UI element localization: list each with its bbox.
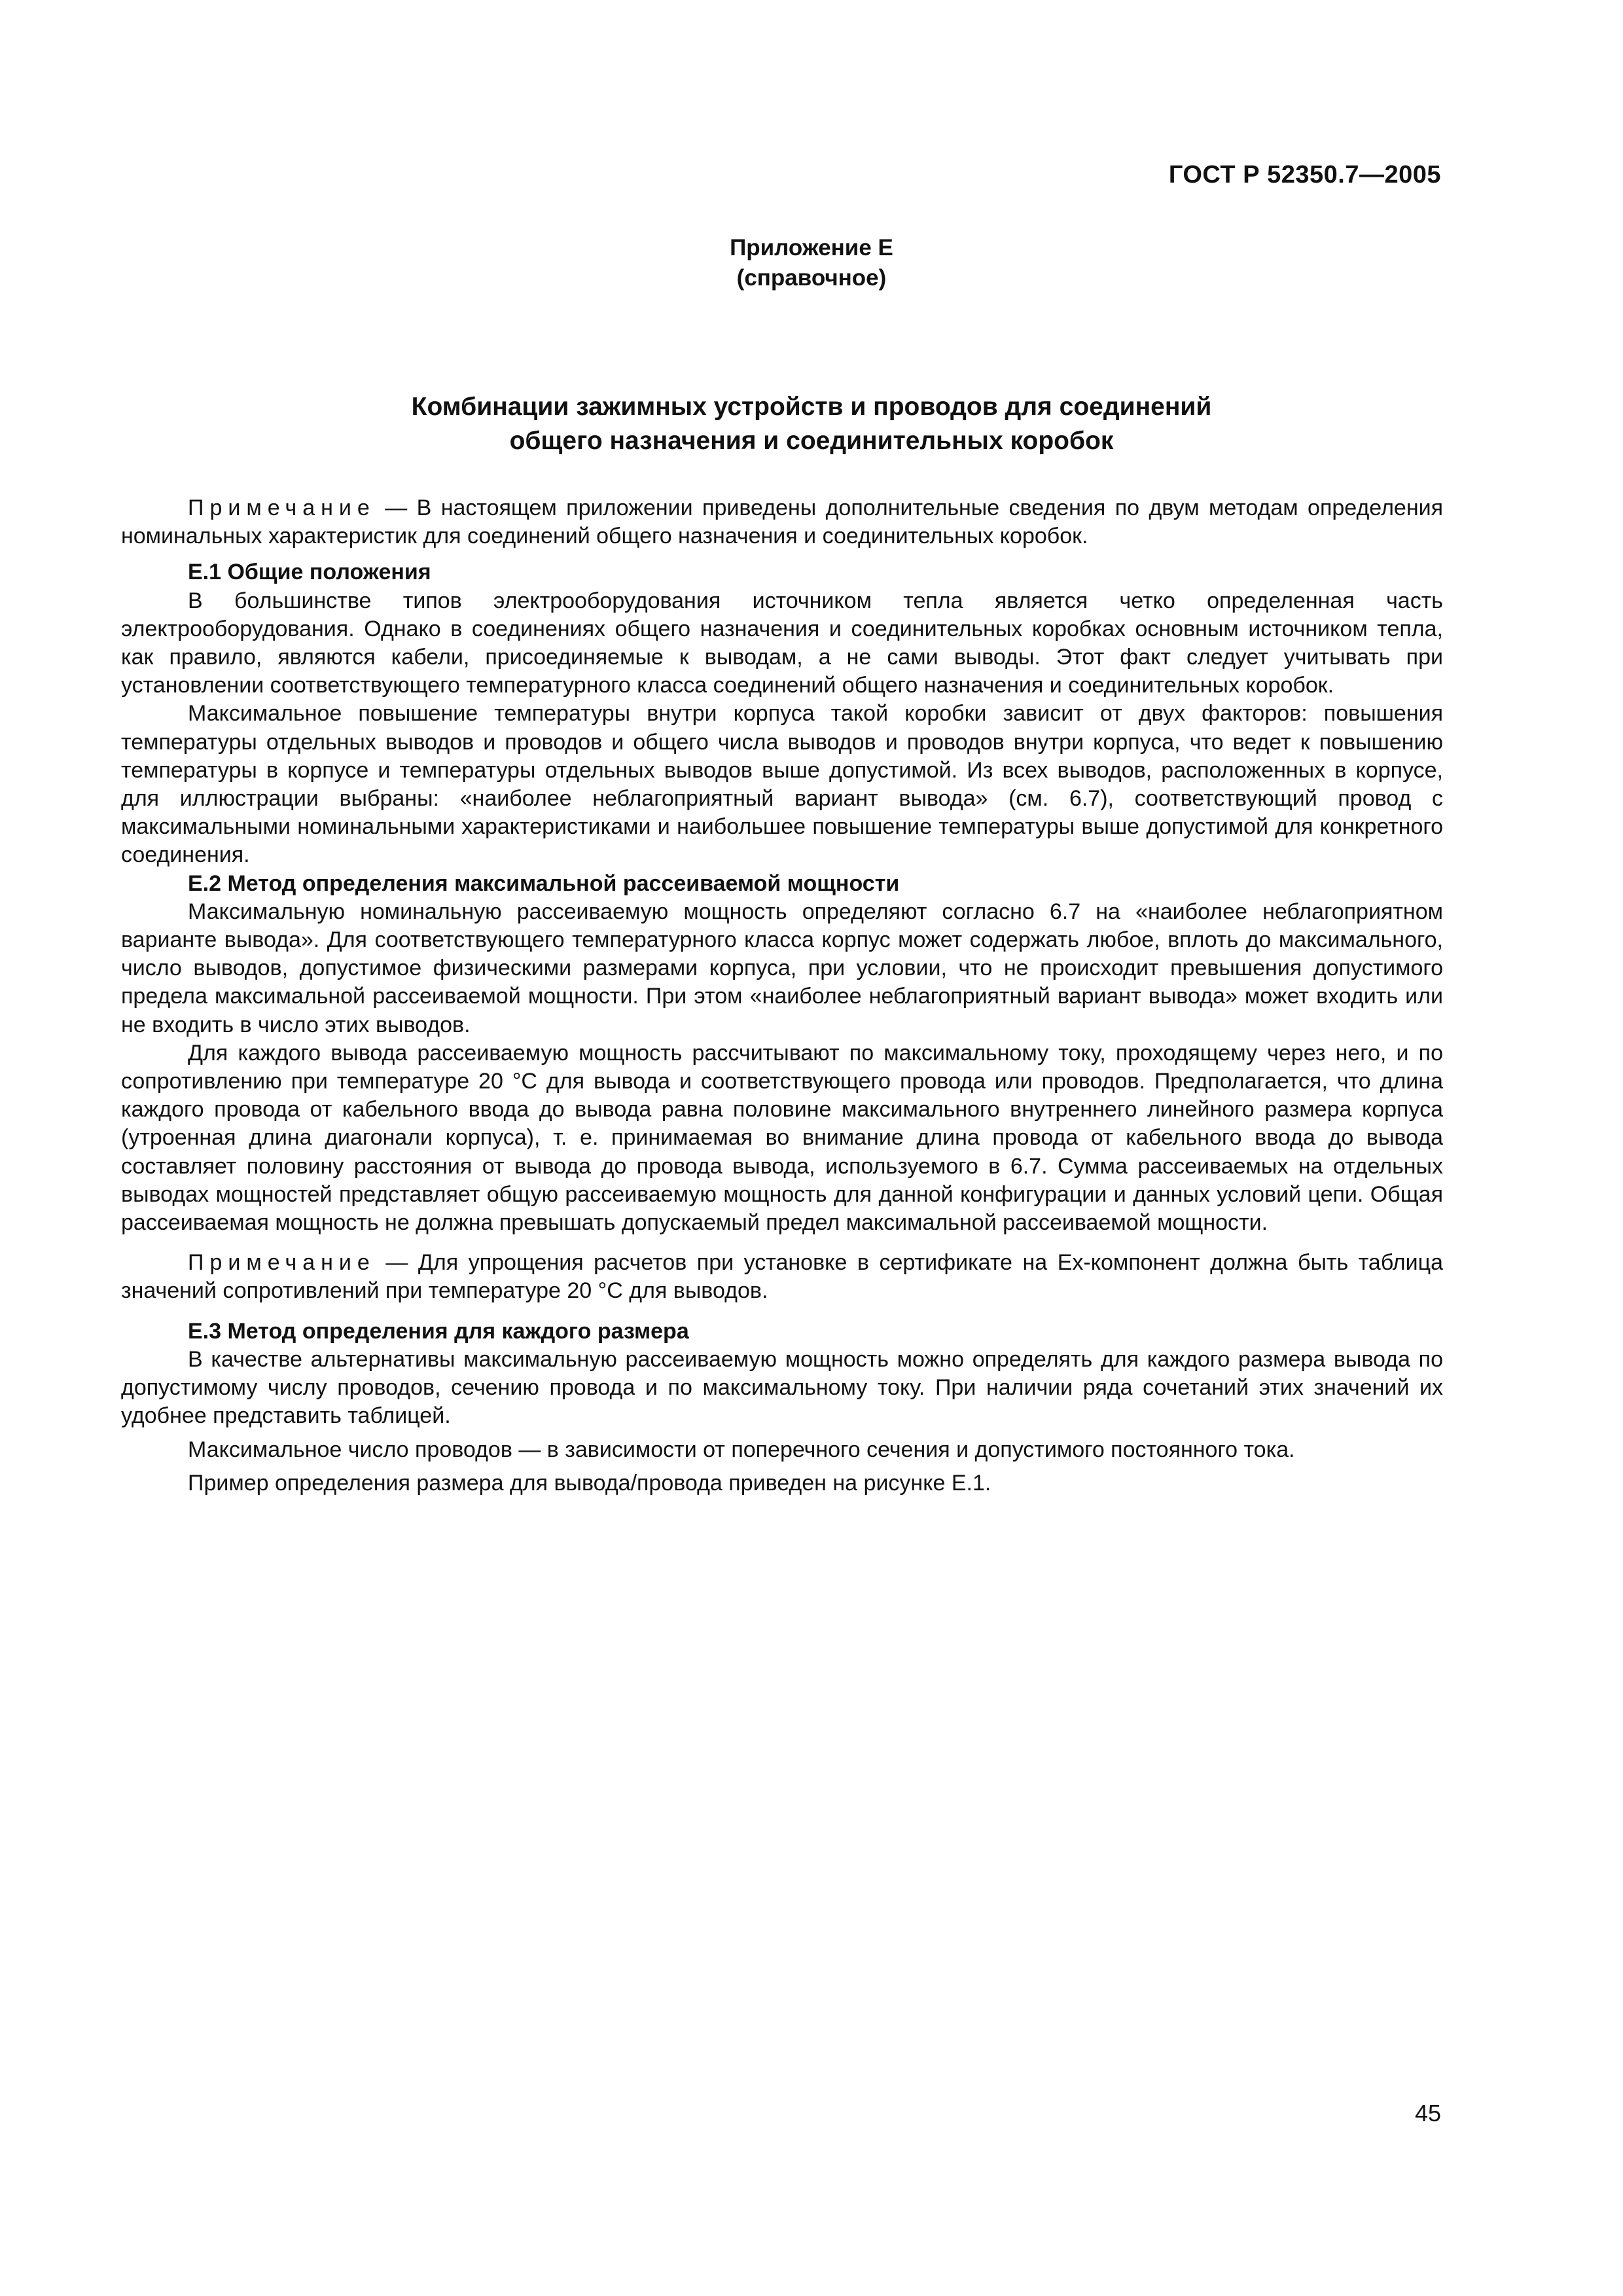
appendix-label: Приложение Е [730, 235, 893, 260]
section-heading-e2: Е.2 Метод определения максимальной рассеиваемой мощности [188, 870, 900, 896]
title-line-2: общего назначения и соединительных коробок [509, 427, 1114, 455]
appendix-kind: (справочное) [736, 265, 887, 291]
paragraph: Максимальное повышение температуры внутри корпуса такой коробки зависит от двух факторов: повышения температуры отдельных выводов и проводов и общего числа выводов и проводов внутри корпуса, что ведет к повышению температуры в корпусе и температуры отдельных выводов выше допустимой. Из всех выводов, расположенных в корпусе, для иллюстрации выбраны: «наиболее неблагоприятный вариант вывода» (см. 6.7), соответствующий провод с максимальными номинальными характеристиками и наибольшее повышение температуры выше допустимой для конкретного соединения. [121, 701, 1443, 868]
section-note [121, 1249, 1443, 1305]
intro-note [121, 494, 1443, 550]
title-line-1: Комбинации зажимных устройств и проводов для соединений [411, 393, 1212, 421]
paragraph: Для каждого вывода рассеиваемую мощность рассчитывают по максимальному току, проходящему через него, и по сопротивлению при температуре 20 °С для вывода и соответствующего провода или проводов. Предполагается, что длина каждого провода от кабельного ввода до вывода равна половине максимального внутреннего линейного размера корпуса (утроенная длина диагонали корпуса), т. е. принимаемая во внимание длина провода от кабельного ввода до вывода составляет половину расстояния от вывода до провода вывода, используемого в 6.7. Сумма рассеиваемых на отдельных выводах мощностей представляет общую рассеиваемую мощность для данной конфигурации и данных условий цепи. Общая рассеиваемая мощность не должна превышать допускаемый предел максимальной рассеиваемой мощности. [121, 1040, 1443, 1236]
paragraph: Максимальную номинальную рассеиваемую мощность определяют согласно 6.7 на «наиболее неблагоприятном варианте вывода». Для соответствующего температурного класса корпус может содержать любое, вплоть до максимального, число выводов, допустимое физическими размерами корпуса, при условии, что не происходит превышения допустимого предела максимальной рассеиваемой мощности. При этом «наиболее неблагоприятный вариант вывода» может входить или не входить в число этих выводов. [121, 899, 1443, 1037]
note-label: Примечание [188, 1250, 376, 1276]
paragraph: Максимальное число проводов — в зависимости от поперечного сечения и допустимого постоянного тока. [188, 1437, 1295, 1462]
paragraph: В качестве альтернативы максимальную рассеиваемую мощность можно определять для каждого размера вывода по допустимому числу проводов, сечению провода и по максимальному току. При наличии ряда сочетаний этих значений их удобнее представить таблицей. [121, 1346, 1443, 1429]
appendix-heading [0, 233, 1623, 293]
note-label: Примечание [188, 495, 376, 520]
note-text: — Для упрощения расчетов при установке в сертификате на Ех-компонент должна быть таблица значений сопротивлений при температуре 20 °С для выводов. [121, 1250, 1443, 1304]
paragraph: В большинстве типов электрооборудования источником тепла является четко определенная часть электрооборудования. Однако в соединениях общего назначения и соединительных коробках основным источником тепла, как правило, являются кабели, присоединяемые к выводам, а не сами выводы. Этот факт следует учитывать при установлении соответствующего температурного класса соединений общего назначения и соединительных коробок. [121, 588, 1443, 698]
page-title [0, 390, 1623, 458]
document-code: ГОСТ Р 52350.7—2005 [1168, 161, 1441, 188]
paragraph: Пример определения размера для вывода/провода приведен на рисунке Е.1. [188, 1470, 991, 1496]
document-body [121, 494, 1443, 1498]
note-text: — В настоящем приложении приведены дополнительные сведения по двум методам определения номинальных характеристик для соединений общего назначения и соединительных коробок. [121, 495, 1443, 549]
section-heading-e3: Е.3 Метод определения для каждого размера [188, 1318, 689, 1344]
page-number: 45 [1414, 2100, 1441, 2126]
section-heading-e1: Е.1 Общие положения [188, 560, 431, 585]
